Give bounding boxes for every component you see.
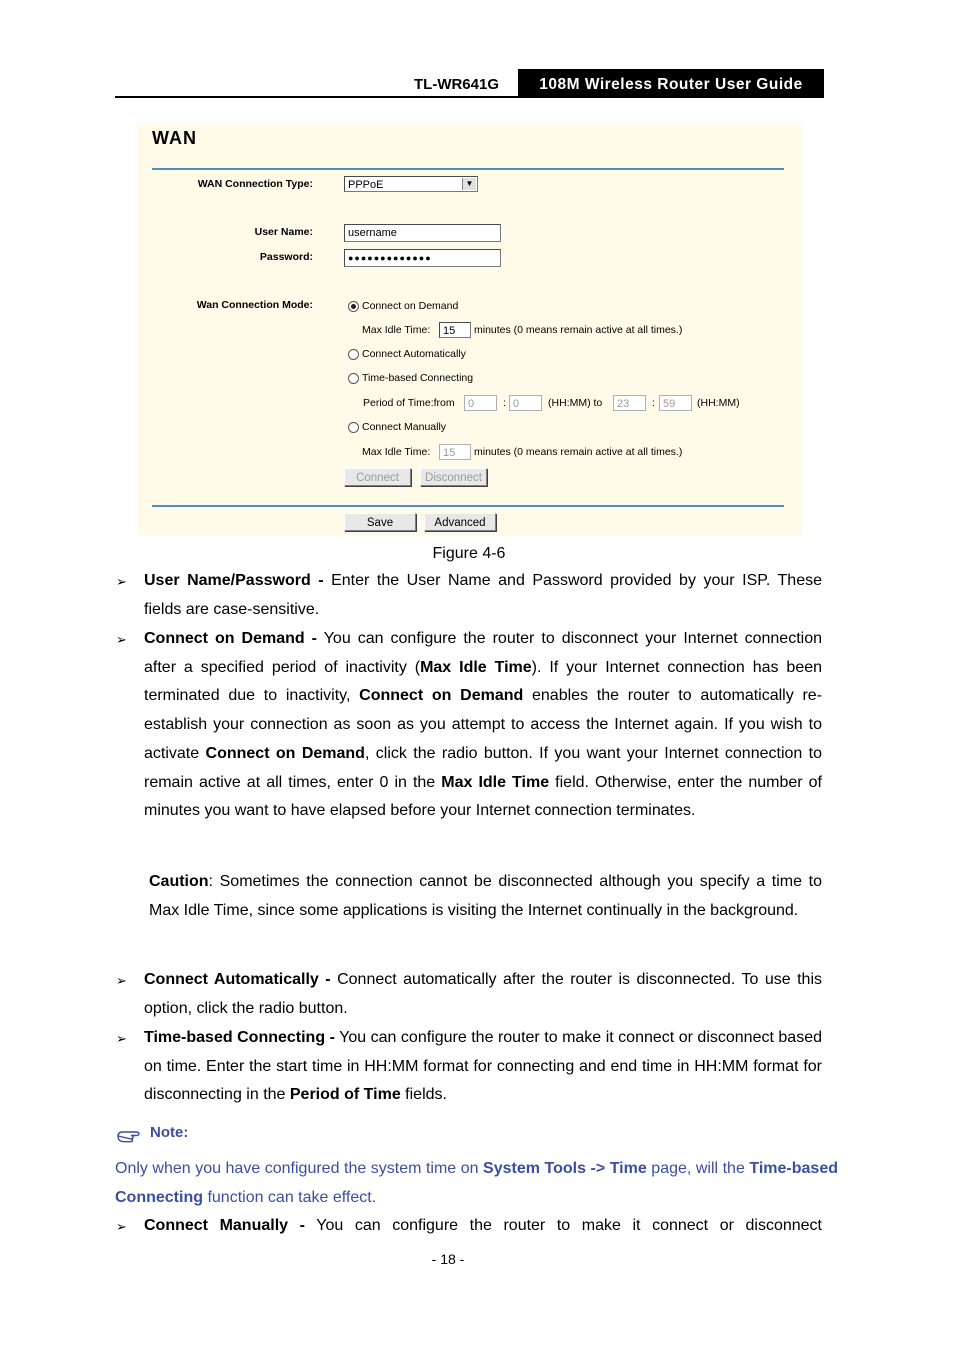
note-text-1: Only when you have configured the system time on [115,1160,484,1177]
mode-label: Wan Connection Mode: [196,299,313,311]
text-cod-5: field. Otherwise, enter the number of minutes you want to have elapsed before your Internet connection terminates. [144,773,823,820]
para-connect-on-demand [144,625,822,826]
para-connect-manually [144,1212,822,1241]
from-hour-input[interactable]: 0 [464,395,497,411]
time-based-label: Time-based Connecting [362,372,474,384]
term-manual: Connect Manually - [144,1217,305,1234]
radio-time-based[interactable] [348,373,359,384]
connect-auto-label: Connect Automatically [362,348,466,360]
wan-type-value: PPPoE [348,179,384,191]
password-label: Password: [259,251,313,263]
figure-caption: Figure 4-6 [432,545,506,562]
text-cod-4: , click the radio button. If you want your Internet connection to remain active at all times, enter 0 in the [144,744,823,791]
term-userpass: User Name/Password - [144,572,324,589]
bullet-arrow-icon: ➢ [116,973,127,988]
to-minute-input[interactable]: 59 [659,395,692,411]
term-caution: Caution [149,873,209,890]
username-label: User Name: [254,226,313,238]
max-idle-hint-2: minutes (0 means remain active at all times.) [474,446,683,458]
bullet-arrow-icon: ➢ [116,1219,127,1234]
time-colon-1: : [503,397,506,409]
para-caution [149,868,822,925]
username-input[interactable]: username [344,224,501,242]
text-userpass: Enter the User Name and Password provided by your ISP. These fields are case-sensitive. [144,572,823,618]
connect-manually-label: Connect Manually [362,421,447,433]
term-period: Period of Time [289,1086,401,1104]
wan-type-label: WAN Connection Type: [197,178,313,190]
connect-on-demand-label: Connect on Demand [362,300,459,312]
text-auto: Connect automatically after the router is disconnected. To use this option, click the radio button. [144,971,822,1017]
to-hour-input[interactable]: 23 [613,395,646,411]
max-idle-input[interactable]: 15 [439,322,471,338]
wan-bottom-divider [152,505,784,507]
term-cod-3: Connect on Demand [205,744,365,762]
header-model: TL-WR641G [414,76,500,93]
max-idle-label-2: Max Idle Time: [362,446,431,458]
period-label: Period of Time:from [363,397,455,409]
text-cod-1: You can configure the router to disconnect your Internet connection after a specified period of inactivity ( [144,630,822,676]
note-time-based: Time-based Connecting [115,1160,838,1206]
connect-button[interactable]: Connect [344,468,411,486]
max-idle-input-2[interactable]: 15 [439,444,471,460]
advanced-button[interactable]: Advanced [424,513,496,531]
max-idle-hint: minutes (0 means remain active at all times.) [474,324,683,336]
term-max-idle: Max Idle Time [420,658,532,676]
term-cod: Connect on Demand - [144,630,318,647]
page-number: - 18 - [431,1251,465,1267]
bullet-arrow-icon: ➢ [116,574,127,589]
bullet-arrow-icon: ➢ [116,1031,127,1046]
radio-connect-automatically[interactable] [348,349,359,360]
term-max-idle-2: Max Idle Time [441,773,550,791]
term-auto: Connect Automatically - [144,971,331,988]
radio-connect-on-demand[interactable] [348,301,359,312]
para-time-based [144,1024,822,1110]
text-cod-2: ). If your Internet connection has been terminated due to inactivity, [144,658,823,705]
hand-pointer-icon [116,1127,144,1148]
bullet-arrow-icon: ➢ [116,632,127,647]
term-cod-2: Connect on Demand [359,687,524,705]
text-manual: You can configure the router to make it connect or disconnect [304,1217,822,1234]
para-connect-auto [144,966,822,1023]
note-title: Note: [150,1124,189,1141]
text-cod-3: enables the router to automatically re-establish your connection as soon as you attempt to access the Internet again. If you wish to activate [144,687,822,762]
time-colon-2: : [652,397,655,409]
from-minute-input[interactable]: 0 [509,395,542,411]
password-input[interactable]: ●●●●●●●●●●●●● [344,249,501,267]
note-text-2: page, will the [646,1160,750,1177]
max-idle-label: Max Idle Time: [362,324,431,336]
note-text-3: function can take effect. [203,1188,377,1206]
disconnect-button[interactable]: Disconnect [420,468,487,486]
wan-top-divider [152,168,784,170]
wan-title: WAN [152,128,197,148]
term-time-based: Time-based Connecting - [144,1029,335,1046]
hhmm-to-label: (HH:MM) to [548,397,603,409]
text-caution: : Sometimes the connection cannot be disconnected although you specify a time to Max Idle Time, since some applications is visiting the Internet continually in the background. [149,873,822,919]
note-system-tools: System Tools -> Time [483,1160,647,1177]
hhmm-label: (HH:MM) [697,397,740,409]
chevron-down-icon: ▼ [462,178,476,190]
save-button[interactable]: Save [344,513,416,531]
header-guide-title: 108M Wireless Router User Guide [518,69,824,97]
header-rule [115,96,824,98]
para-userpass [144,567,822,624]
text-tb-1: You can configure the router to make it connect or disconnect based on time. Enter the start time in HH:MM format for connecting and end time in HH:MM format for disconnecting in the [144,1029,823,1104]
text-tb-2: fields. [400,1086,447,1104]
radio-connect-manually[interactable] [348,422,359,433]
note-text [115,1155,838,1212]
wan-type-select[interactable] [344,176,478,192]
